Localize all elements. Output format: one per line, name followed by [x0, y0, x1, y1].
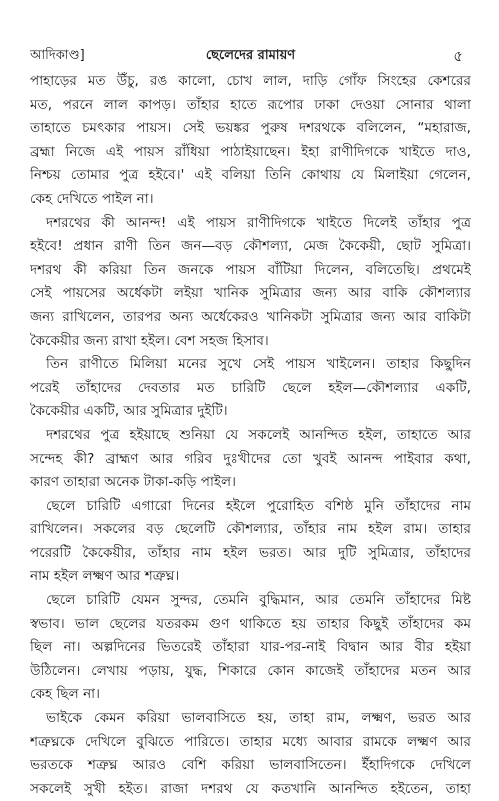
text-line: ছিল না। অল্পদিনের ভিতরেই তাঁহারা যার-পর-নাই বিদ্বান আর বীর হইয়া	[30, 639, 471, 656]
text-line: কেহ দেখিতে পাইল না।	[30, 190, 154, 207]
paragraph	[30, 589, 471, 707]
text-line: জন্য রাখিলেন, তারপর অন্য অর্ধেকেরও খানিকটা সুমিত্রার জন্য আর বাকিটা	[30, 308, 471, 325]
text-line: কারণ তাহারা অনেক টাকা-কড়ি পাইল।	[30, 474, 236, 491]
section-label: আদিকাণ্ড]	[30, 48, 85, 63]
text-line: দশরথের পুত্র হইয়াছে শুনিয়া যে সকলেই আনন্দিত হইল, তাহাতে আর	[46, 426, 471, 443]
paragraph	[30, 70, 471, 212]
text-line: ব্রহ্মা নিজে এই পায়স রাঁধিয়া পাঠাইয়াছেন। ইহা রাণীদিগকে খাইতে দাও,	[30, 143, 471, 160]
text-line: হইবে! প্রধান রাণী তিন জন—বড় কৌশল্যা, মেজ কৈকেয়ী, ছোট সুমিত্রা।	[30, 238, 471, 255]
text-line: উঠিলেন। লেখায় পড়ায়, যুদ্ধ, শিকারে কোন কাজেই তাঁহাদের মতন আর	[30, 662, 471, 679]
text-line: ভাইকে কেমন করিয়া ভালবাসিতে হয়, তাহা রাম, লক্ষ্মণ, ভরত আর	[46, 710, 471, 727]
running-head	[30, 44, 471, 68]
book-title: ছেলেদের রামায়ণ	[205, 48, 296, 63]
text-line: ছেলে চারিটি এগারো দিনের হইলে পুরোহিত বশিষ্ঠ মুনি তাঁহাদের নাম	[46, 497, 471, 514]
paragraph	[30, 424, 471, 495]
text-line: নাম হইল লক্ষ্মণ আর শত্রুঘ্ন।	[30, 568, 180, 585]
paragraph	[30, 707, 471, 801]
text-line: দশরথ কী করিয়া তিন জনকে পায়স বাঁটিয়া দিলেন, বলিতেছি। প্রথমেই	[30, 261, 471, 278]
body-text	[30, 70, 471, 801]
text-line: শত্রুঘ্নকে দেখিলে বুঝিতে পারিতে। তাহার মধ্যে আবার রামকে লক্ষ্মণ আর	[30, 733, 471, 750]
text-line: স্বভাব। ভাল ছেলের যতরকম গুণ থাকিতে হয় তাহার কিছুই তাঁহাদের কম	[30, 615, 471, 632]
text-line: কৈকেয়ীর একটি, আর সুমিত্রার দুইটি।	[30, 403, 228, 420]
text-line: মত, পরনে লাল কাপড়। তাঁহার হাতে রূপোর ঢাকা দেওয়া সোনার থালা	[30, 96, 471, 113]
paragraph	[30, 353, 471, 424]
page-number: ৫	[453, 47, 463, 65]
text-line: পাহাড়ের মত উঁচু, রঙ কালো, চোখ লাল, দাড়ি গোঁফ সিংহের কেশরের	[30, 73, 471, 89]
text-line: সন্দেহ কী? ব্রাহ্মণ আর গরিব দুঃখীদের তো খুবই আনন্দ পাইবার কথা,	[30, 450, 471, 467]
text-line: কেহ ছিল না।	[30, 686, 100, 703]
text-line: রাখিলেন। সকলের বড় ছেলেটি কৌশল্যার, তাঁহার নাম হইল রাম। তাহার	[30, 521, 471, 538]
text-line: তাহাতে চমৎকার পায়স। সেই ভয়ঙ্কর পুরুষ দশরথকে বলিলেন, “মহারাজ,	[30, 120, 471, 137]
text-line: সকলেই সুখী হইত। রাজা দশরথ যে কতখানি আনন্দিত হইতেন, তাহা	[30, 780, 471, 797]
paragraph	[30, 495, 471, 589]
text-line: সেই পায়সের অর্ধেকটা লইয়া খানিক সুমিত্রার জন্য আর বাকি কৌশল্যার	[30, 285, 471, 302]
text-line: নিশ্চয় তোমার পুত্র হইবে।' এই বলিয়া তিনি কোথায় যে মিলাইয়া গেলেন,	[30, 167, 471, 184]
text-line: দশরথের কী আনন্দ! এই পায়স রাণীদিগকে খাইতে দিলেই তাঁহার পুত্র	[46, 214, 471, 231]
text-line: পরেরটি কৈকেয়ীর, তাঁহার নাম হইল ভরত। আর দুটি সুমিত্রার, তাঁহাদের	[30, 544, 471, 561]
text-line: তিন রাণীতে মিলিয়া মনের সুখে সেই পায়স খাইলেন। তাহার কিছুদিন	[46, 356, 471, 373]
text-line: ভরতকে শত্রুঘ্ন আরও বেশি করিয়া ভালবাসিতেন। ইঁহাদিগকে দেখিলে	[30, 757, 471, 774]
text-line: ছেলে চারিটি যেমন সুন্দর, তেমনি বুদ্ধিমান, আর তেমনি তাঁহাদের মিষ্ট	[46, 592, 471, 609]
paragraph	[30, 212, 471, 354]
text-line: কৈকেয়ীর জন্য রাখা হইল। বেশ সহজ হিসাব।	[30, 332, 269, 349]
text-line: পরেই তাঁহাদের দেবতার মত চারিটি ছেলে হইল—কৌশল্যার একটি,	[30, 379, 471, 396]
